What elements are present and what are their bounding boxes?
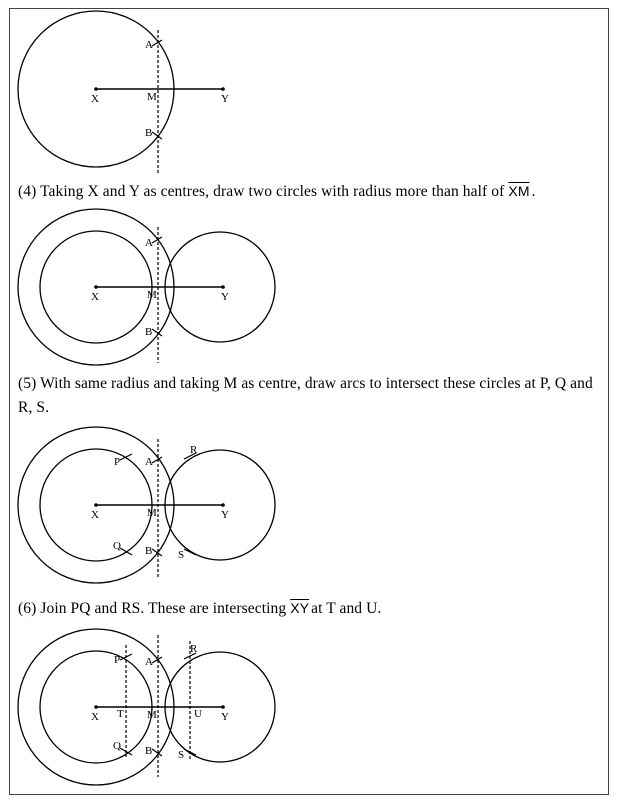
label-m: M [147,507,157,519]
label-y: Y [221,711,229,723]
figure-step-6 [10,625,300,790]
label-p: P [114,654,121,666]
point-x [94,285,98,289]
label-x: X [91,711,99,723]
figure-step-5 [10,425,300,585]
step-5-text [18,372,603,420]
point-x [94,503,98,507]
label-u: U [194,708,202,720]
step-4-text [18,179,603,204]
arc-b [152,549,162,556]
point-y [221,705,225,709]
label-a: A [145,237,153,249]
point-y [221,503,225,507]
label-b: B [145,127,153,139]
step-4-overline: $\overline{XM}$ [508,183,530,199]
step-6-before: (6) Join PQ and RS. These are intersecting [18,600,287,617]
label-x: X [91,93,99,105]
arc-s [184,549,196,555]
point-y [221,87,225,91]
point-y [221,285,225,289]
label-a: A [145,456,153,468]
label-m: M [147,91,157,103]
label-x: X [91,509,99,521]
label-q: Q [113,540,121,552]
label-p: P [114,456,121,468]
step-4-before: (4) Taking X and Y as centres, draw two circles with radius more than half of [18,183,505,200]
point-x [94,705,98,709]
label-b: B [145,326,153,338]
label-q: Q [113,740,121,752]
figure-step-3 [10,8,300,178]
step-5-before: (5) With same radius and taking M as centre, draw arcs to intersect these circles at P, Q and R, S. [18,375,593,416]
label-m: M [147,289,157,301]
label-y: Y [221,509,229,521]
label-y: Y [221,93,229,105]
figure-step-4 [10,205,300,370]
label-y: Y [221,291,229,303]
label-m: M [147,709,157,721]
point-x [94,87,98,91]
label-a: A [145,39,153,51]
label-b: B [145,745,153,757]
label-t: T [117,708,124,720]
label-b: B [145,545,153,557]
arc-s [184,749,196,755]
label-s: S [178,749,185,761]
label-r: R [190,444,198,456]
step-6-after: at T and U. [311,600,382,617]
step-4-after: . [531,183,536,200]
label-r: R [190,643,198,655]
label-s: S [178,549,185,561]
step-6-overline: $\overline{XY}$ [290,600,310,616]
step-6-text [18,596,603,621]
label-a: A [145,656,153,668]
label-x: X [91,291,99,303]
